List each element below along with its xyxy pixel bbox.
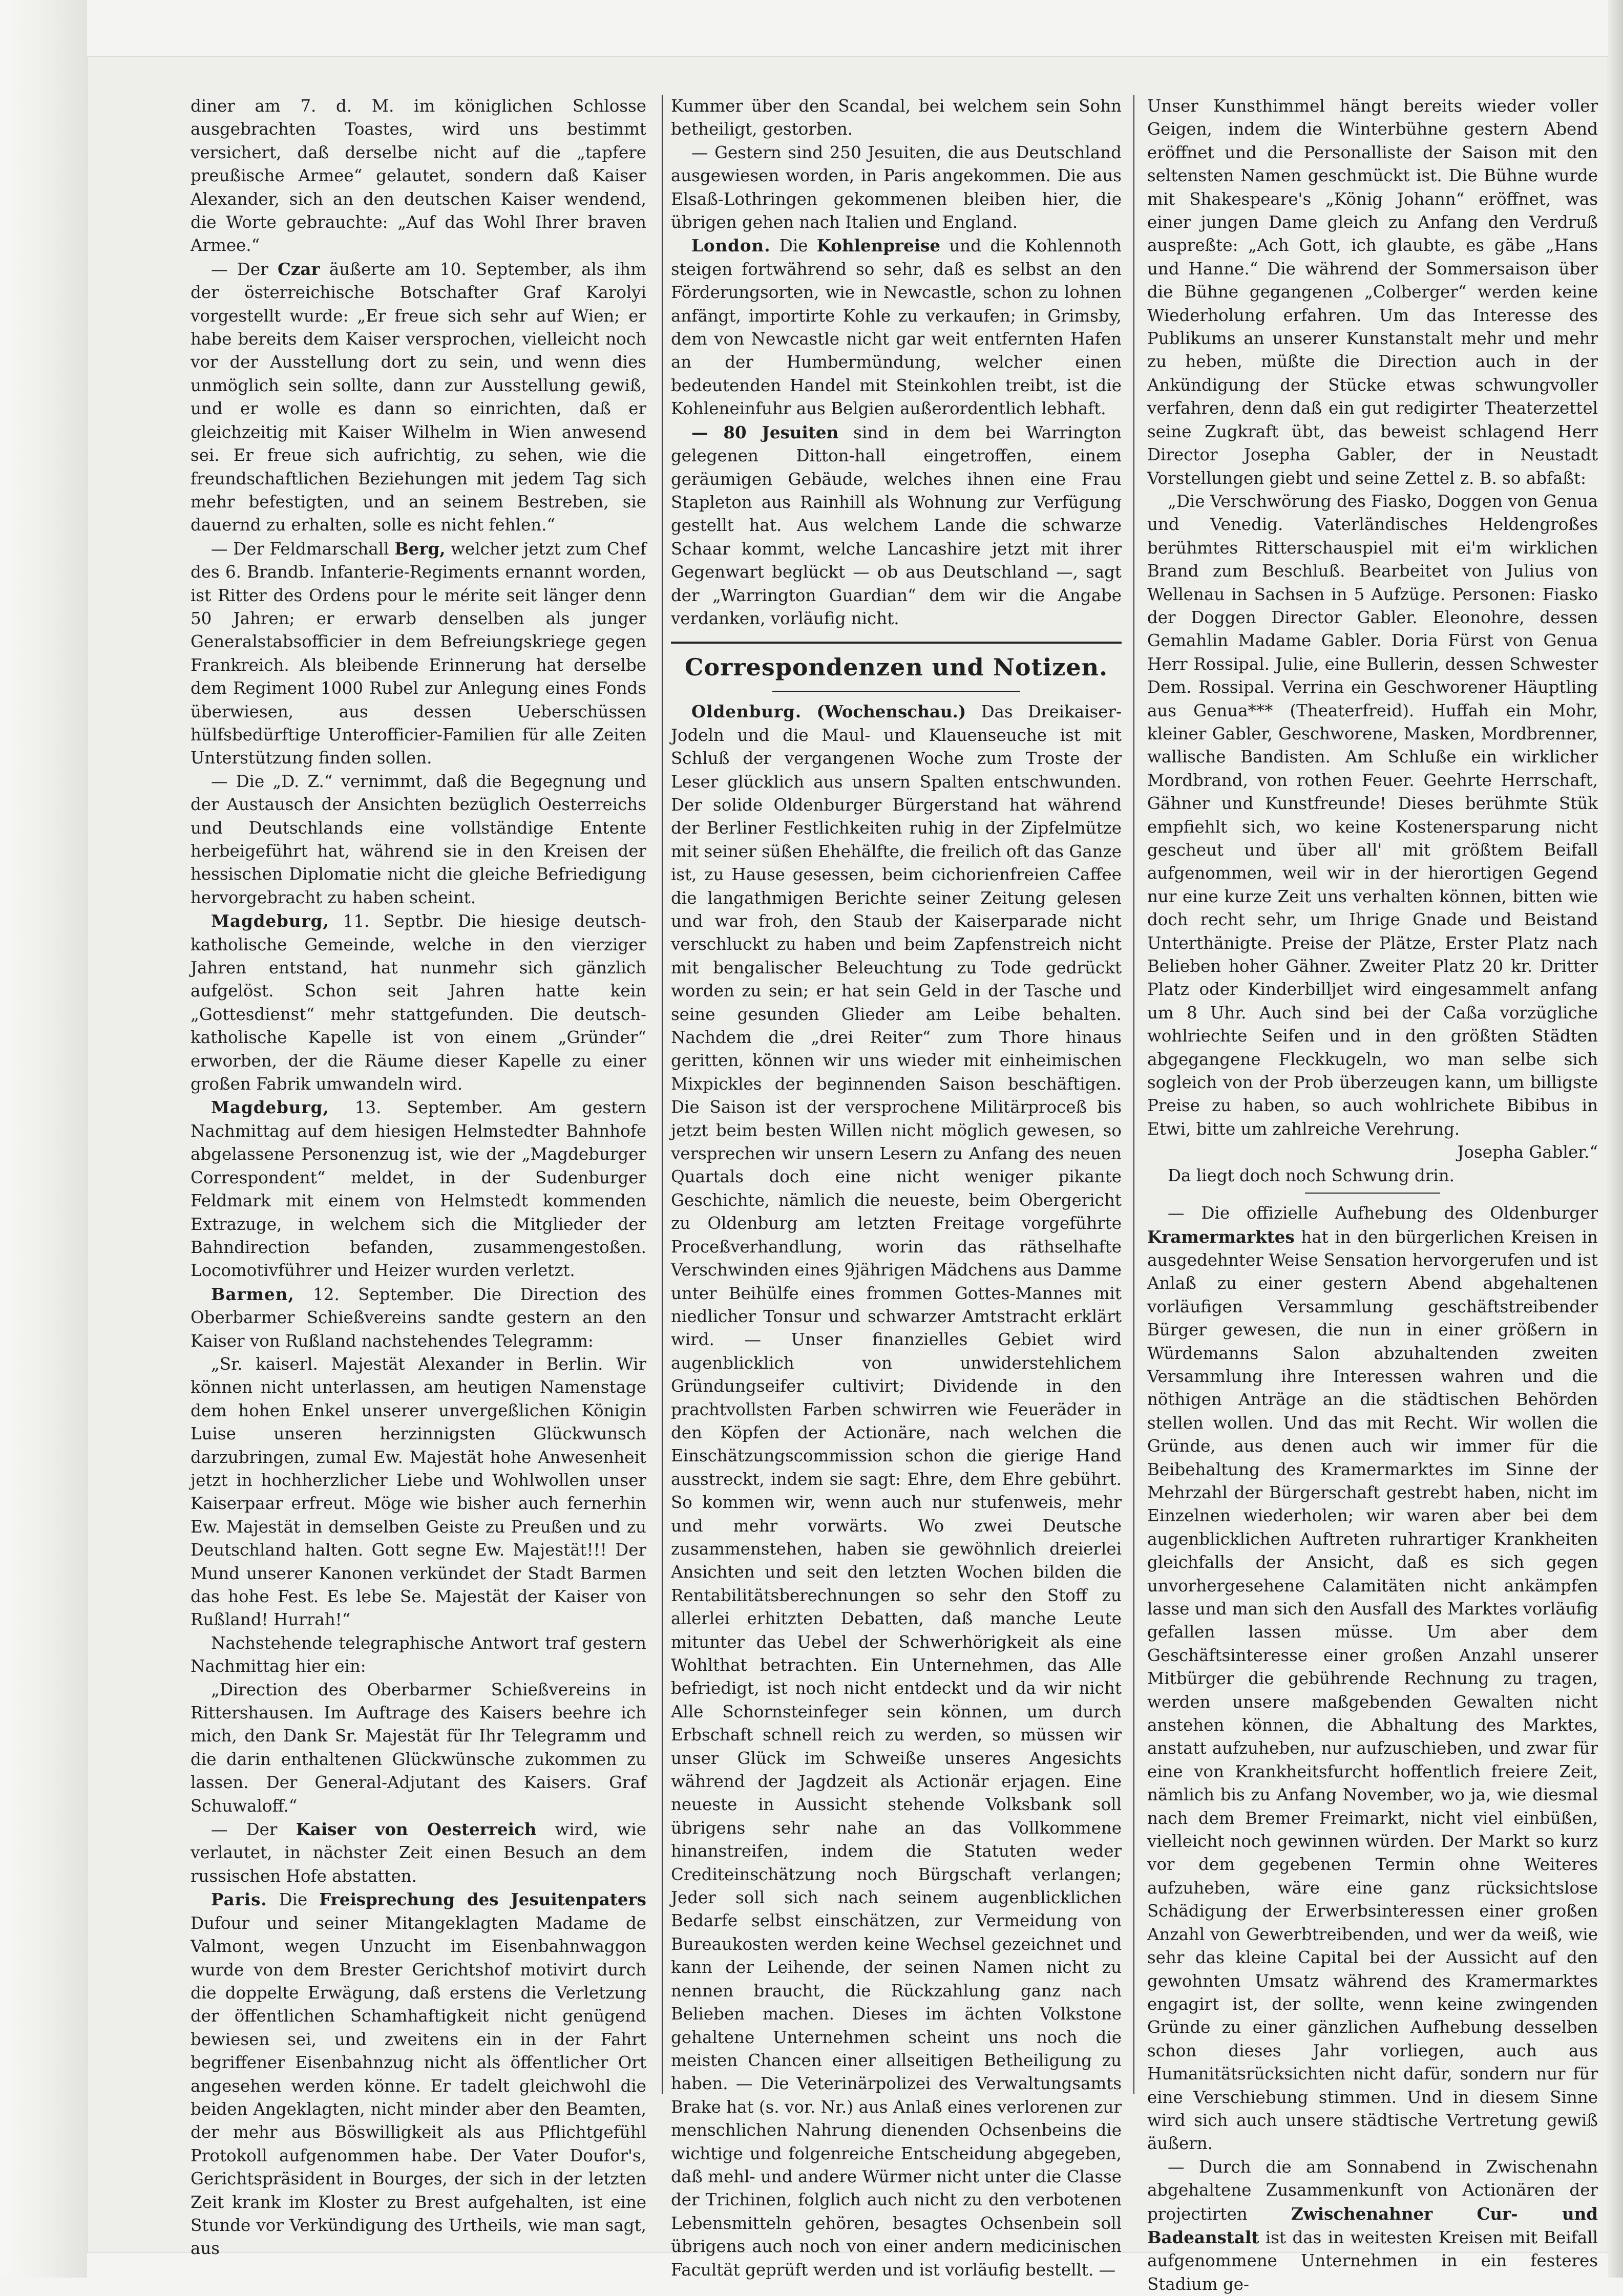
paragraph-text: äußerte am 10. September, als ihm der österreichische Botschafter Graf Karolyi vorgestellt wurde: „Er freue sich sehr auf Wien; er habe bereits dem Kaiser versprochen, vielleicht noch vor der Ausstellung dort zu sein, und wenn dies unmöglich sein sollte, dann zur Ausstellung gewiß, und er wolle es dann so einrichten, daß er gleichzeitig mit Kaiser Wilhelm in Wien anwesend sei. Er freue sich aufrichtig, zu sehen, wie die freundschaftlichen Beziehungen mit jedem Tag sich mehr befestigten, und an seinem Bestreben, sie dauernd zu erhalten, solle es nicht fehlen.“ xyxy=(191,259,646,535)
keyword: Zwischenahner Cur- und Badeanstalt xyxy=(1147,2203,1598,2247)
paragraph-text: welcher jetzt zum Chef des 6. Brandb. Infanterie-Regiments ernannt worden, ist Ritter des Ordens pour le mérite seit länger denn 50 Jahren; er erwarb denselben als junger Generalstabsofficier in dem Befreiungskriege gegen Frankreich. Als bleibende Erinnerung hat derselbe dem Regiment 1000 Rubel zur Anlegung eines Fonds überwiesen, aus dessen Ueberschüssen hülfsbedürftige Unterofficier-Familien für alle Zeiten Unterstützung finden sollen. xyxy=(191,539,646,768)
dateline-place: Oldenburg. xyxy=(691,701,802,722)
heading-underline xyxy=(772,691,1020,692)
article-paragraph xyxy=(191,1818,646,1888)
keyword: Berg, xyxy=(394,538,446,559)
article-paragraph: Da liegt doch noch Schwung drin. xyxy=(1168,1165,1455,1185)
paragraph-text: 13. September. Am gestern Nachmittag auf dem hiesigen Helmstedter Bahnhofe abgelassene Personenzug ist, wie der „Magdeburger Correspondent“ meldet, in der Sudenburger Feldmark mit einem von Helmstedt kommenden Extrazuge, in welchem sich die Mitglieder der Bahndirection befanden, zusammengestoßen. Locomotivführer und Heizer wurden verletzt. xyxy=(191,1098,646,1281)
article-paragraph: „Die Verschwörung des Fiasko, Doggen von Genua und Venedig. Vaterländisches Heldengroßes berühmtes Ritterschauspiel mit ei'm wirklichen Brand zum Beschluß. Bearbeitet von Julius von Wellenau in Sachsen in 5 Aufzüge. Personen: Fiasko der Doggen Director Gabler. Eleonohre, dessen Gemahlin Madame Gabler. Doria Fürst von Genua Herr Rossipal. Julie, eine Bullerin, dessen Schwester Dem. Rossipal. Verrina ein Geschworener Häuptling aus Genua*** (Theaterfreid). Huffah ein Mohr, kleiner Gabler, Geschworene, Masken, Mordbrenner, wallische Bandisten. Am Schluße ein wirklicher Mordbrand, von rothen Feuer. Geehrte Herrschaft, Gähner und Kunstfreunde! Dieses berühmte Stük empfiehlt sich, wo keine Kostenersparung nicht gescheut und über all' mit größtem Beifall aufgenommen, weil wir in der hierortigen Gegend nur eine kurze Zeit uns verhalten können, bitten wie doch recht sehr, um Ihrige Gnade und Beistand Unterthänigte. Preise der Plätze, Erster Platz nach Belieben hoher Gähner. Zweiter Platz 20 kr. Dritter Platz oder Kinderbilljet wird eingesammelt anfang um 8 Uhr. Auch sind bei der Caßa vorzügliche wohlriechte Seifen und in den größten Städten abgegangene Fleckkugeln, wo man selbe sich sogleich von der Prob überzeugen kann, um billigste Preise zu haben, so auch wohlrichete Bibibus in Etwi, bitte um zahlreiche Verehrung. xyxy=(1147,491,1598,1139)
article-paragraph xyxy=(191,1096,646,1282)
section-divider xyxy=(671,642,1122,644)
dash-prefix: — Der xyxy=(211,259,268,279)
article-paragraph: Nachstehende telegraphische Antwort traf gestern Nachmittag hier ein: xyxy=(191,1633,646,1676)
column-1 xyxy=(191,95,646,2259)
article-paragraph xyxy=(671,421,1122,631)
article-paragraph: — Gestern sind 250 Jesuiten, die aus Deutschland ausgewiesen worden, in Paris angekommen. Die aus Elsaß-Lothringen gekommenen bleiben hier, die übrigen gehen nach Italien und England. xyxy=(671,142,1122,232)
dash-prefix: — Der Feldmarschall xyxy=(211,539,389,559)
paragraph-text: hat in den bürgerlichen Kreisen in ausgedehnter Weise Sensation hervorgerufen und ist Anlaß zu einer gestern Abend abgehaltenen vorläufigen Versammlung geschäftstreibender Bürger gewesen, die nun in einer größern in Würdemanns Salon abzuhaltenden zweiten Versammlung ihre Interessen wahren und die nöthigen Anträge an die städtischen Behörden stellen wollen. Und das mit Recht. Wir wollen die Gründe, aus denen auch wir immer für die Beibehaltung des Kramermarktes im Sinne der Mehrzahl der Bürgerschaft gestrebt haben, nicht im Einzelnen wiederholen; wir waren aber bei dem augenblicklichen Auftreten ruhrartiger Krankheiten gleichfalls der Ansicht, daß es sich gegen unvorhergesehene Calamitäten nicht ankämpfen lasse und man sich den Ausfall des Marktes vorläufig gefallen lassen müsse. Um aber dem Geschäftsinteresse einer großen Anzahl unserer Mitbürger die gebührende Rechnung zu tragen, werden unsere maßgebenden Gewalten nicht anstehen können, die Abhaltung des Marktes, anstatt aufzuheben, nur aufzuschieben, und zwar für eine von Krankheitsfurcht hoffentlich freiere Zeit, nämlich bis zu Anfang November, wo ja, wie diesmal nach dem Bremer Freimarkt, nicht viel einbüßen, vielleicht noch gewinnen würden. Der Markt so kurz vor dem gegebenen Termin ohne Weiteres aufzuheben, wäre eine ganz rücksichtslose Schädigung der Erwerbsinteressen einer großen Anzahl von Gewerbtreibenden, und wer da weiß, wie sehr das kleine Capital bei der Aussicht auf den gewohnten Umsatz während des Kramermarktes engagirt ist, der sollte, wenn keine zwingenden Gründe zu einer gänzlichen Aufhebung desselben schon dieses Jahr vorliegen, auch aus Humanitätsrücksichten nicht dafür, sondern nur für eine Verschiebung stimmen. Und in diesem Sinne wird sich auch unsere städtische Vertretung gewiß äußern. xyxy=(1147,1227,1598,2154)
paragraph-text: ist das in weitesten Kreisen mit Beifall aufgenommene Unternehmen in ein festeres Stadium ge- xyxy=(1147,2227,1598,2294)
article-paragraph: — Die „D. Z.“ vernimmt, daß die Begegnung und der Austausch der Ansichten bezüglich Oesterreichs und Deutschlands eine vollständige Entente herbeigeführt hat, während sie in den Kreisen der hessischen Diplomatie nicht die gleiche Befriedigung hervorgebracht zu haben scheint. xyxy=(191,771,646,907)
article-paragraph xyxy=(191,537,646,770)
paragraph-text: und die Kohlennoth steigen fortwährend so sehr, daß es selbst an den Förderungsorten, wie in Newcastle, schon zu lohnen anfängt, importirte Kohle zu verkaufen; in Grimsby, dem von Newcastle nicht gar weit entfernten Hafen an der Humbermündung, welcher einen bedeutenden Handel mit Steinkohlen treibt, ist die Kohleneinfuhr aus Belgien außerordentlich lebhaft. xyxy=(671,236,1122,419)
paragraph-text: 12. September. Die Direction des Oberbarmer Schießvereins sandte gestern an den Kaiser von Rußland nachstehendes Telegramm: xyxy=(191,1284,646,1351)
article-paragraph xyxy=(1147,1202,1598,2156)
paragraph-text: 11. Septbr. Die hiesige deutsch-katholische Gemeinde, welche in den vierziger Jahren entstand, hat nunmehr sich gänzlich aufgelöst. Schon seit Jahren hatte kein „Gottesdienst“ mehr stattgefunden. Die deutsch-katholische Kapelle ist von einem „Gründer“ erworben, der die Räume dieser Kapelle zu einer großen Fabrik umwandeln wird. xyxy=(191,911,646,1094)
short-divider xyxy=(1305,1193,1440,1194)
keyword: — 80 Jesuiten xyxy=(691,422,839,442)
paragraph-text: — Die offizielle Aufhebung des Oldenburger xyxy=(1168,1203,1598,1223)
paragraph-text: wird, wie verlautet, in nächster Zeit einen Besuch an dem russischen Hofe abstatten. xyxy=(191,1820,646,1886)
page-edge xyxy=(1608,0,1623,2278)
keyword: Kaiser von Oesterreich xyxy=(296,1819,537,1840)
binding-margin xyxy=(0,0,87,2278)
signature: Josepha Gabler.“ xyxy=(1457,1142,1598,1162)
article-paragraph xyxy=(671,700,1122,2282)
dateline-place: Magdeburg, xyxy=(211,911,329,931)
keyword: Freisprechung des Jesuitenpaters xyxy=(319,1889,646,1910)
article-paragraph: „Sr. kaiserl. Majestät Alexander in Berlin. Wir können nicht unterlassen, am heutigen Namenstage dem hohen Enkel unserer unvergeßlichen Königin Luise unseren herzinnigsten Glückwunsch darzubringen, zumal Ew. Majestät hohe Anwesenheit jetzt in hochherzlicher Liebe und Wohlwollen unser Kaiserpaar erfreut. Möge wie bisher auch fernerhin Ew. Majestät in demselben Geiste zu Preußen und zu Deutschland halten. Gott segne Ew. Majestät!!! Der Mund unserer Kanonen verkündet der Stadt Barmen das hohe Fest. Es lebe Se. Majestät der Kaiser von Rußland! Hurrah!“ xyxy=(191,1354,646,1630)
paragraph-text: sind in dem bei Warrington gelegenen Ditton-hall eingetroffen, einem geräumigen Gebäude, welches ihnen eine Frau Stapleton aus Rainhill als Wohnung zur Verfügung gestellt hat. Aus welchem Lande die schwarze Schaar kommt, welche Lancashire jetzt mit ihrer Gegenwart beglückt — ob aus Deutschland —, sagt der „Warrington Guardian“ dem wir die Angabe verdanken, vorläufig nicht. xyxy=(671,422,1122,628)
dateline-place: London. xyxy=(691,236,771,256)
keyword: Czar xyxy=(278,259,320,279)
column-2 xyxy=(671,95,1122,2280)
paragraph-text: Die xyxy=(779,236,808,256)
article-paragraph: diner am 7. d. M. im königlichen Schlosse ausgebrachten Toastes, wird uns bestimmt versichert, daß derselbe nicht auf die „tapfere preußische Armee“ gelautet, sondern daß Kaiser Alexander, sich an den deutschen Kaiser wendend, die Worte gebrauchte: „Auf das Wohl Ihrer braven Armee.“ xyxy=(191,96,646,256)
dateline-place: Paris. xyxy=(211,1889,267,1910)
column-rule xyxy=(1133,95,1134,2094)
paragraph-text: Das Dreikaiser-Jodeln und die Maul- und Klauenseuche ist mit Schluß der vergangenen Woche zum Troste der Leser glücklich aus unsern Spalten entschwunden. Der solide Oldenburger Bürgerstand hat während der Berliner Festlichkeiten ruhig in der Zipfelmütze mit seiner süßen Ehehälfte, die freilich oft das Ganze ist, zu Hause gesessen, beim cichorienfreien Caffee die langathmigen Berichte seiner Zeitung gelesen und war froh, den Staub der Kaiserparade nicht verschluckt zu haben und beim Zapfenstreich nicht mit bengalischer Beleuchtung zu Tode gedrückt worden zu sein; er hat sein Geld in der Tasche und seine gesunden Glieder am Leibe behalten. Nachdem die „drei Reiter“ zum Thore hinaus geritten, können wir uns wieder mit einheimischen Mixpickles der beginnenden Saison beschäftigen. Die Saison ist der versprochene Militärproceß bis jetzt beim besten Willen nicht möglich gewesen, so versprechen wir unsern Lesern zu Anfang des neuen Quartals doch eine nicht weniger pikante Geschichte, nämlich die neueste, beim Obergericht zu Oldenburg am letzten Freitage vorgeführte Proceßverhandlung, worin das räthselhafte Verschwinden eines 9jährigen Mädchens aus Damme unter Beihülfe eines frommen Gottes-Mannes mit niedlicher Tonsur und schwarzer Amtstracht erklärt wird. — Unser finanzielles Gebiet wird augenblicklich von unwiderstehlichem Gründungseifer cultivirt; Dividende in den prachtvollsten Farben schwirren wie Feueräder in den Köpfen der Actionäre, nach welchen die Einschätzungscommission schon die gierige Hand ausstreckt, indem sie sagt: Ehre, dem Ehre gebührt. So kommen wir, wenn auch nur stufenweis, mehr und mehr vorwärts. Wo zwei Deutsche zusammenstehen, haben sie gewöhnlich dreierlei Ansichten und seit den letzten Wochen bilden die Rentabilitätsberechnungen so sehr den Stoff zu allerlei erhitzten Debatten, daß manche Leute mitunter das Uebel der Schwerhörigkeit als eine Wohlthat betrachten. Ein Unternehmen, das Alle befriedigt, ist noch nicht entdeckt und da wir nicht Alle Schornsteinfeger sein können, um durch Erbschaft schnell reich zu werden, so müssen wir unser Glück im Schweiße unseres Angesichts während der Jagdzeit als Actionär erjagen. Eine neueste in Aussicht stehende Volksbank soll übrigens sehr nahe an das Vollkommene hinanstreifen, indem die Statuten weder Crediteinschätzung noch Bürgschaft verlangen; Jeder soll sich nach seinem augenblicklichen Bedarfe selbst einschätzen, zur Vermeidung von Bureaukosten werden keine Wechsel gezeichnet und kann der Leihende, der seinen Namen nicht zu nennen braucht, die Rückzahlung ganz nach Belieben machen. Dieses im ächten Volkstone gehaltene Unternehmen scheint uns noch die meisten Chancen einer allseitigen Betheiligung zu haben. — Die Veterinärpolizei des Verwaltungsamts Brake hat (s. vor. Nr.) aus Anlaß eines verlorenen zur menschlichen Nahrung dienenden Ochsenbeins die wichtige und folgenreiche Entscheidung abgegeben, daß mehl- und andere Würmer nicht unter die Classe der Trichinen, folglich auch nicht zu den verbotenen Lebensmitteln gehören, besagtes Ochsenbein soll übrigens auch noch von einer andern medicinischen Facultät geprüft werden und ist vorläufig bestellt. — xyxy=(671,702,1122,2280)
paragraph-text: — Durch die am Sonnabend in Zwischenahn abgehaltene Zusammenkunft von Actionären der projectirten xyxy=(1147,2157,1598,2224)
article-paragraph xyxy=(191,1283,646,1353)
paragraph-text: Die xyxy=(279,1890,308,1910)
article-paragraph xyxy=(191,909,646,1096)
dateline-place: Barmen, xyxy=(211,1284,294,1304)
article-paragraph: Kummer über den Scandal, bei welchem sein Sohn betheiligt, gestorben. xyxy=(671,96,1122,139)
article-paragraph: Unser Kunsthimmel hängt bereits wieder voller Geigen, indem die Winterbühne gestern Abend eröffnet und die Personalliste der Saison mit den seltensten Namen geschmückt ist. Die Bühne wurde mit Shakespeare's „König Johann“ eröffnet, was einer jungen Dame gleich zu Anfang den Verdruß auspreßte: „Ach Gott, ich glaubte, es gäbe „Hans und Hanne.“ Die während der Sommersaison über die Bühne gegangenen „Colberger“ werden keine Wiederholung erfahren. Um das Interesse des Publikums an unserer Kunstanstalt mehr und mehr zu heben, müßte die Direction auch in der Ankündigung der Stücke etwas schwungvoller verfahren, denn daß ein gut redigirter Theaterzettel seine Zugkraft übt, das beweist schlagend Herr Director Josepha Gabler, der in Neustadt Vorstellungen giebt und seine Zettel z. B. so abfaßt: xyxy=(1147,96,1598,488)
section-heading: Correspondenzen und Notizen. xyxy=(684,653,1108,682)
dateline-place: Magdeburg, xyxy=(211,1097,329,1118)
keyword: Kramermarktes xyxy=(1147,1226,1295,1247)
article-paragraph: „Direction des Oberbarmer Schießvereins in Rittershausen. Im Auftrage des Kaisers beehre ich mich, den Dank Sr. Majestät für Ihr Telegramm und die darin enthaltenen Glückwünsche zukommen zu lassen. Der General-Adjutant des Kaisers. Graf Schuwaloff.“ xyxy=(191,1680,646,1816)
article-paragraph xyxy=(1147,2156,1598,2296)
paragraph-text: Dufour und seiner Mitangeklagten Madame de Valmont, wegen Unzucht im Eisenbahnwaggon wurde von dem Brester Gerichtshof motivirt durch die doppelte Erwägung, daß erstens die Verletzung der öffentlichen Schamhaftigkeit nicht genügend bewiesen sei, und zweitens ein in der Fahrt begriffener Eisenbahnzug nicht als öffentlicher Ort angesehen werden könne. Er tadelt gleichwohl die beiden Angeklagten, nicht minder aber den Beamten, der mehr aus Böswilligkeit als aus Pflichtgefühl Protokoll aufgenommen habe. Der Vater Doufor's, Gerichtspräsident in Bourges, der sich in der letzten Zeit krank im Kloster zu Brest aufgehalten, ist eine Stunde vor Verkündigung des Urtheils, wie man sagt, aus xyxy=(191,1913,646,2259)
column-3 xyxy=(1147,95,1598,2294)
article-paragraph xyxy=(191,258,646,537)
article-paragraph xyxy=(671,234,1122,420)
dateline-subtitle: (Wochenschau.) xyxy=(816,701,966,722)
column-rule xyxy=(662,95,663,2094)
keyword: Kohlenpreise xyxy=(816,236,941,256)
dash-prefix: — Der xyxy=(211,1820,278,1840)
article-paragraph xyxy=(191,1888,646,2261)
